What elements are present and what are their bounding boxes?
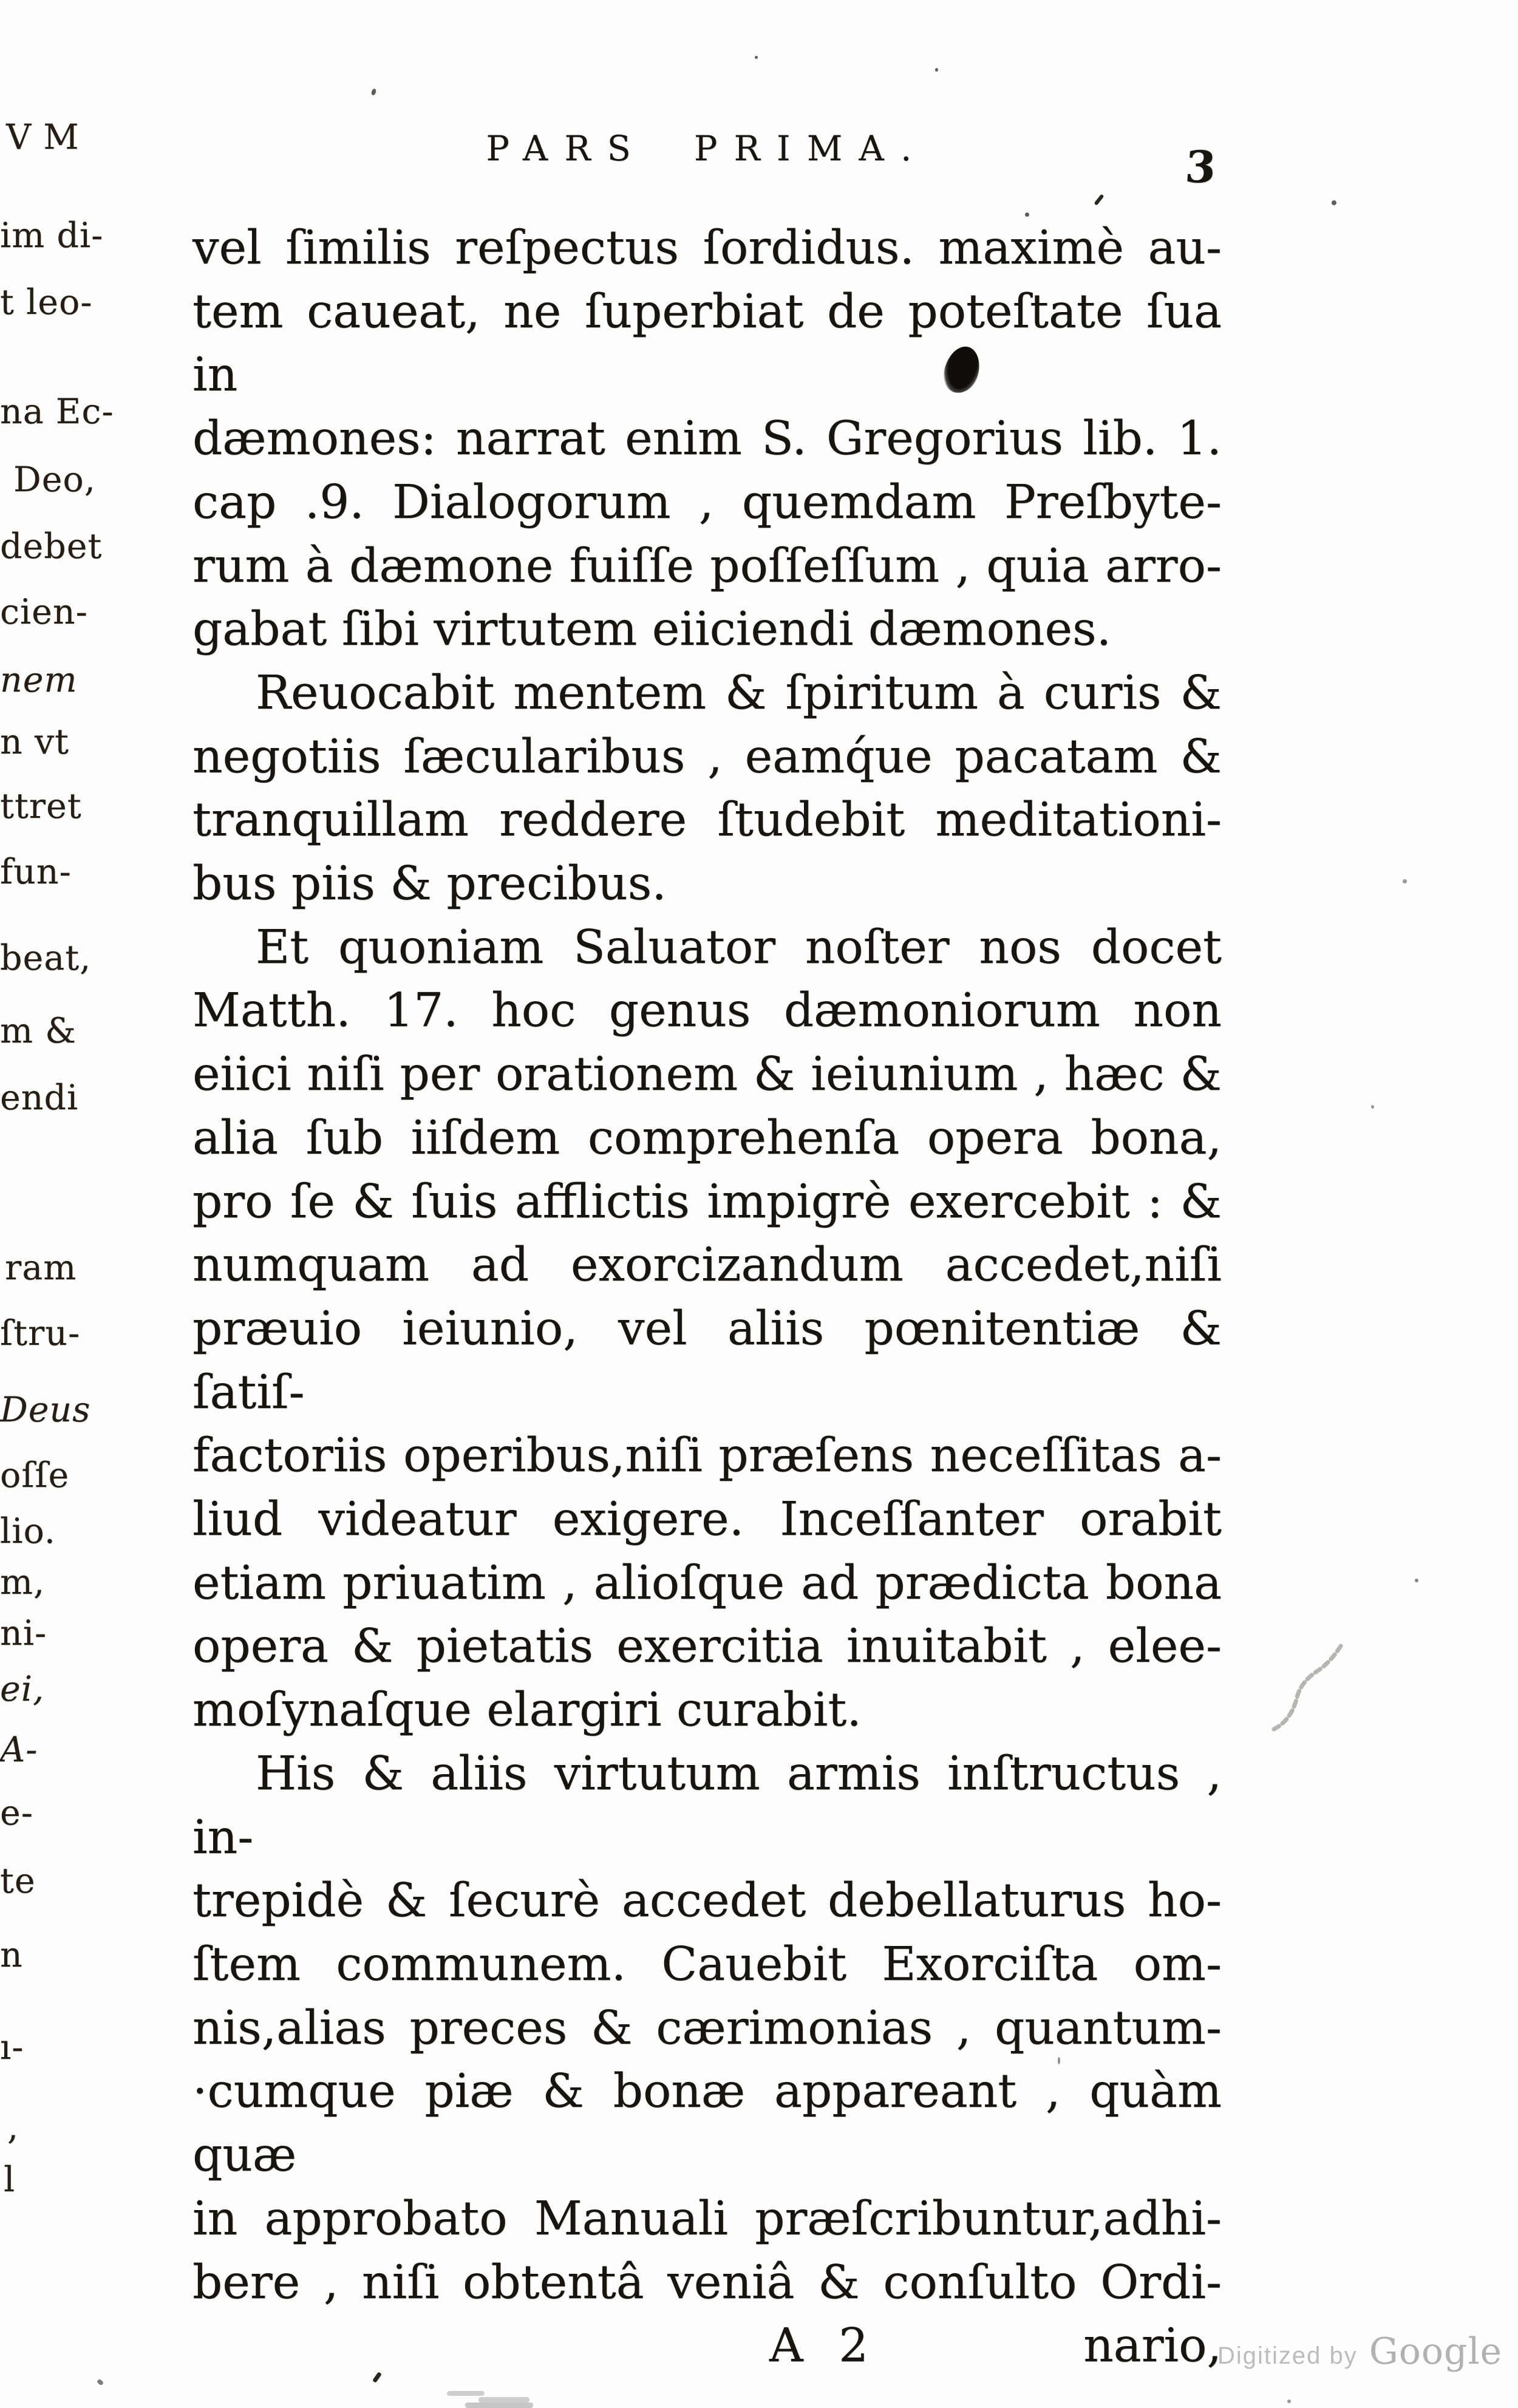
- text-line: vel ſimilis reſpectus ſordidus. maximè au-: [192, 221, 1222, 275]
- scan-speck: [1415, 1579, 1418, 1582]
- scan-speck: [935, 68, 938, 72]
- margin-note: nem: [0, 660, 78, 700]
- margin-note: n: [0, 1935, 23, 1975]
- margin-note: m &: [0, 1011, 77, 1051]
- smudge-artifact: [447, 2391, 485, 2396]
- text-line: liud videatur exigere. Inceſſanter orabit: [192, 1492, 1222, 1547]
- text-line: His & aliis virtutum armis inſtructus , in-: [192, 1746, 1222, 1865]
- text-line: bere , niſi obtentâ veniâ & conſulto Ordi-: [192, 2255, 1222, 2310]
- margin-note: Deus: [0, 1390, 91, 1430]
- scan-speck: [1287, 2399, 1291, 2403]
- text-block: [192, 217, 1222, 2378]
- text-line: dæmones: narrat enim S. Gregorius lib. 1.: [192, 412, 1222, 466]
- text-line: cap .9. Dialogorum , quemdam Preſbyte-: [192, 475, 1222, 529]
- text-line: etiam priuatim , alioſque ad prædicta bona: [192, 1556, 1222, 1610]
- google-watermark: [1217, 2330, 1502, 2373]
- margin-note: ttret: [0, 786, 82, 826]
- page-header: [192, 129, 1222, 169]
- text-line: nis,alias preces & cærimonias , quantum-: [192, 2001, 1222, 2055]
- running-title: PARS PRIMA.: [486, 129, 928, 169]
- text-line: tem caueat, ne ſuperbiat de poteſtate ſua in: [192, 284, 1222, 403]
- scratch-artifact: [1263, 1632, 1366, 1738]
- scan-speck: [1332, 200, 1336, 205]
- margin-note: m,: [0, 1562, 46, 1602]
- text-line: præuio ieiunio, vel aliis pœnitentiæ & ſatiſ-: [192, 1301, 1222, 1420]
- text-line: trepidè & ſecurè accedet debellaturus ho-: [192, 1874, 1222, 1928]
- text-line: negotiis ſæcularibus , eamq́ue pacatam &: [192, 729, 1222, 784]
- scan-speck: [1403, 879, 1407, 883]
- text-line: alia ſub iiſdem comprehenſa opera bona,: [192, 1110, 1222, 1165]
- margin-note: te: [0, 1861, 36, 1901]
- text-line: pro ſe & ſuis afflictis impigrè exercebit : &: [192, 1174, 1222, 1229]
- left-margin-notes: [0, 0, 164, 2408]
- margin-note: ſtru-: [0, 1313, 81, 1353]
- margin-note: oſſe: [0, 1455, 70, 1495]
- text-line: Matth. 17. hoc genus dæmoniorum non: [192, 984, 1222, 1038]
- margin-note: l: [4, 2160, 16, 2200]
- scan-speck: [1371, 1105, 1374, 1109]
- google-logo: Google: [1369, 2330, 1503, 2373]
- text-line: ·cumque piæ & bonæ appareant , quàm quæ: [192, 2064, 1222, 2183]
- scan-speck: [1058, 2057, 1060, 2064]
- text-line: factoriis operibus,niſi præſens neceſſitas a-: [192, 1429, 1222, 1483]
- scan-speck: [755, 56, 758, 59]
- text-line: Et quoniam Saluator noſter nos docet: [256, 920, 1222, 974]
- text-line: moſynaſque elargiri curabit.: [192, 1683, 862, 1738]
- text-line: ſtem communem. Cauebit Exorciſta om-: [192, 1937, 1222, 1991]
- smudge-artifact: [478, 2397, 529, 2403]
- catchword: nario,: [1083, 2319, 1222, 2373]
- text-line: eiici niſi per orationem & ieiunium , hæc &: [192, 1047, 1222, 1102]
- margin-note: ram: [5, 1248, 77, 1288]
- watermark-text: Digitized by: [1217, 2342, 1358, 2369]
- margin-note: e-: [0, 1793, 33, 1833]
- scan-speck: [370, 88, 376, 96]
- signature-mark: A 2: [769, 2319, 869, 2373]
- text-line: Reuocabit mentem & ſpiritum à curis &: [256, 665, 1222, 720]
- margin-note: na Ec-: [0, 392, 114, 432]
- text-line: rum à dæmone fuiſſe poſſeſſum , quia arro-: [192, 539, 1222, 593]
- text-line: bus piis & precibus.: [192, 857, 667, 911]
- margin-note: endi: [0, 1078, 79, 1118]
- text-line: numquam ad exorcizandum accedet,niſi: [192, 1238, 1222, 1293]
- margin-note: ei,: [0, 1669, 45, 1709]
- margin-note: debet: [0, 526, 103, 566]
- page-number: 3: [1183, 141, 1218, 192]
- text-line: in approbato Manuali præſcribuntur,adhi-: [192, 2191, 1222, 2246]
- text-line: gabat ſibi virtutem eiiciendi dæmones.: [192, 602, 1112, 657]
- signature-line: [192, 2314, 1222, 2378]
- margin-note: lio.: [0, 1511, 56, 1551]
- text-line: opera & pietatis exercitia inuitabit , elee-: [192, 1619, 1222, 1674]
- margin-note: fun-: [0, 852, 72, 892]
- margin-note: n vt: [0, 722, 69, 762]
- margin-note: im di-: [0, 216, 104, 256]
- scan-speck: [1025, 213, 1029, 217]
- margin-note: ,: [7, 2107, 19, 2148]
- margin-note: ı-: [0, 2027, 24, 2067]
- margin-note: A-: [0, 1730, 38, 1770]
- text-line: tranquillam reddere ſtudebit meditationi-: [192, 793, 1222, 848]
- margin-note: cien-: [0, 592, 88, 632]
- scan-speck: [1094, 194, 1104, 205]
- margin-note: ni-: [0, 1613, 47, 1653]
- margin-note: beat,: [0, 938, 92, 978]
- margin-note: V M: [6, 117, 80, 157]
- smudge-artifact: [465, 2403, 533, 2408]
- margin-note: Deo,: [13, 460, 96, 500]
- margin-note: t leo-: [0, 282, 93, 322]
